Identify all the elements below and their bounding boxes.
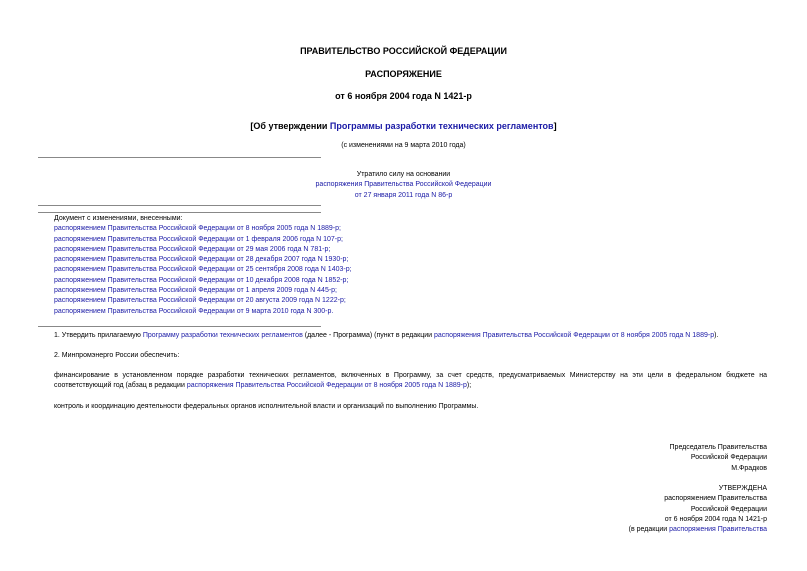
lapsed-line: Утратило силу на основании [356, 171, 451, 178]
p1-text: (далее - Программа) (пункт в редакции [302, 332, 434, 339]
amendment-link[interactable]: распоряжением Правительства Российской Федерации от 29 мая 2006 года N 781-р; [54, 245, 331, 253]
title-open: [Об утверждении [250, 121, 330, 131]
approved-decree-link[interactable]: распоряжения Правительства [669, 526, 767, 534]
title-program-link[interactable]: Программы разработки технических регламентов [329, 121, 554, 131]
approved-line: УТВЕРЖДЕНА [718, 485, 767, 492]
paragraph-4: контроль и координацию деятельности федеральных органов исполнительной власти и организаций по выполнению Программы. [54, 403, 479, 410]
doc-date-number: от 6 ноября 2004 года N 1421-р [335, 91, 472, 101]
lapsed-decree-date-link[interactable]: от 27 января 2011 года N 86-р [354, 191, 453, 199]
amendment-link[interactable]: распоряжением Правительства Российской Федерации от 1 февраля 2006 года N 107-р; [54, 235, 343, 243]
signature-line: Российской Федерации [690, 454, 767, 462]
amendment-link[interactable]: распоряжением Правительства Российской Федерации от 9 марта 2010 года N 300-р. [54, 307, 334, 315]
paragraph-3 [54, 371, 767, 391]
approved-line: от 6 ноября 2004 года N 1421-р [664, 515, 767, 523]
amendment-link[interactable]: распоряжением Правительства Российской Федерации от 10 декабря 2008 года N 1852-р; [54, 276, 349, 284]
amendments-list [54, 214, 654, 317]
amendment-link[interactable]: распоряжением Правительства Российской Федерации от 20 августа 2009 года N 1222-р; [54, 297, 346, 305]
approved-line: Российской Федерации [690, 505, 767, 513]
amendment-ref-link[interactable]: распоряжения Правительства Российской Федерации от 8 ноября 2005 года N 1889-р [434, 332, 715, 339]
signature-name: М.Фрадков [731, 464, 767, 472]
divider [38, 157, 321, 158]
paragraph-1 [54, 331, 774, 341]
divider [38, 205, 321, 206]
p3-text: ); [466, 382, 472, 389]
amendments-heading: Документ с изменениями, внесенными: [54, 215, 183, 222]
changes-note: (с изменениями на 9 марта 2010 года) [341, 142, 466, 149]
approved-line [629, 525, 767, 535]
doc-type: РАСПОРЯЖЕНИЕ [365, 69, 442, 79]
org-name: ПРАВИТЕЛЬСТВО РОССИЙСКОЙ ФЕДЕРАЦИИ [300, 46, 507, 56]
amendment-link[interactable]: распоряжением Правительства Российской Федерации от 28 декабря 2007 года N 1930-р; [54, 256, 349, 264]
signature-block [670, 443, 767, 474]
p3-text: финансирование в установленном порядке разработки технических регламентов, включенных в Программу, за счет средств, предусматриваемых Министерству на эти цели в федеральном бюджете на соответствующий год (абзац в редакции [54, 372, 767, 389]
amendment-link[interactable]: распоряжением Правительства Российской Федерации от 8 ноября 2005 года N 1889-р; [54, 225, 341, 233]
signature-line: Председатель Правительства [669, 444, 767, 451]
p1-text: 1. Утвердить прилагаемую [54, 332, 143, 339]
approved-text: (в редакции [628, 526, 670, 534]
approved-block [629, 484, 767, 535]
lapsed-notice [0, 170, 807, 201]
lapsed-decree-link[interactable]: распоряжения Правительства Российской Федерации [315, 181, 492, 189]
title-close: ] [553, 121, 557, 131]
amendment-link[interactable]: распоряжением Правительства Российской Федерации от 1 апреля 2009 года N 445-р; [54, 287, 338, 295]
amendment-link[interactable]: распоряжением Правительства Российской Федерации от 25 сентября 2008 года N 1403-р; [54, 266, 352, 274]
p1-text: ). [714, 332, 719, 339]
divider [38, 326, 321, 327]
program-link[interactable]: Программу разработки технических регламентов [142, 332, 303, 339]
divider [38, 212, 321, 213]
amendment-ref-link[interactable]: распоряжения Правительства Российской Федерации от 8 ноября 2005 года N 1889-р [186, 382, 467, 389]
paragraph-2: 2. Минпромэнерго России обеспечить: [54, 352, 180, 359]
doc-title [0, 121, 807, 131]
approved-line: распоряжением Правительства [664, 495, 767, 503]
